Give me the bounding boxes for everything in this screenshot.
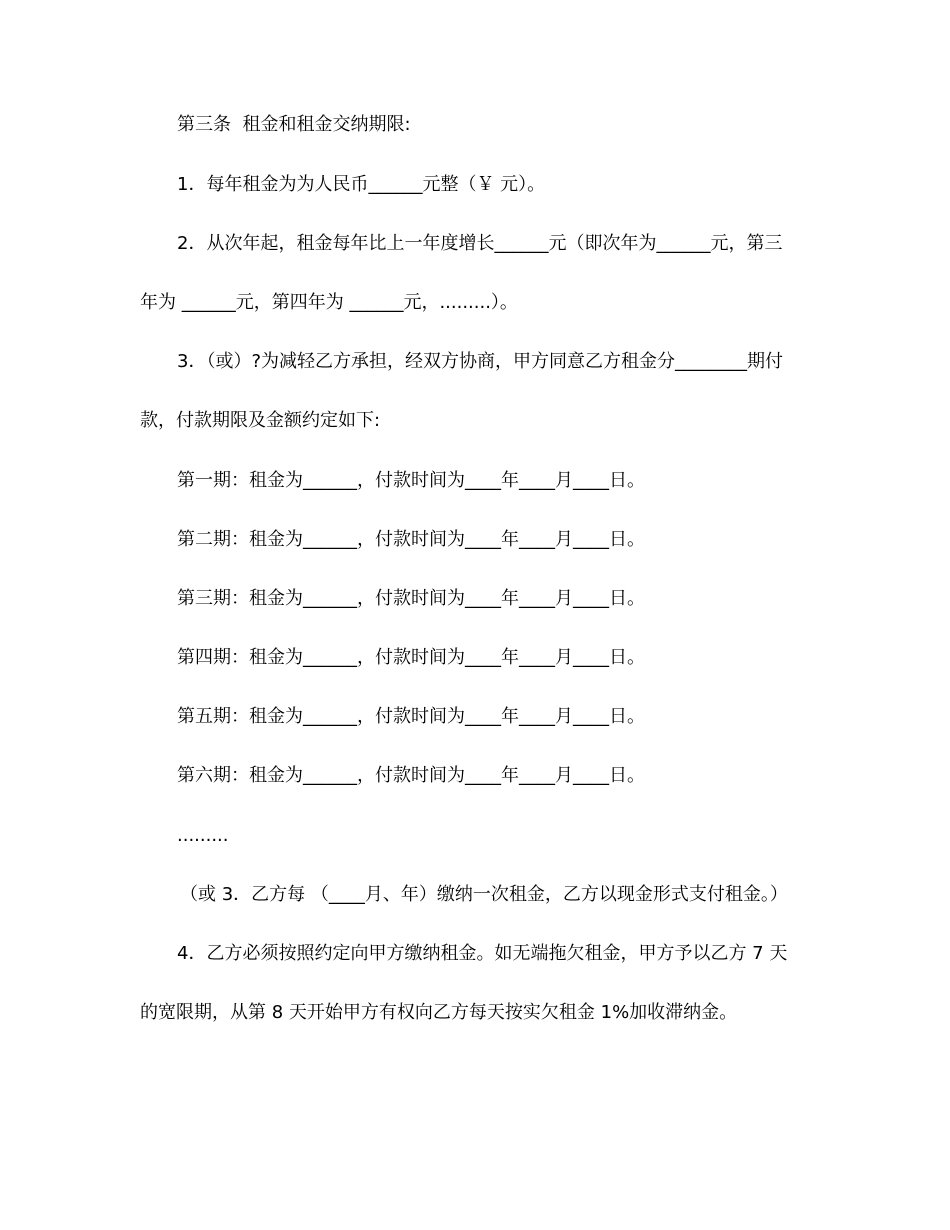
clause-4-line-1: 4．乙方必须按照约定向甲方缴纳租金。如无端拖欠租金，甲方予以乙方 7 天: [177, 943, 788, 964]
installment-2: 第二期：租金为______，付款时间为____年____月____日。: [177, 529, 645, 550]
alternative-clause-3: （或 3．乙方每 （____月、年）缴纳一次租金，乙方以现金形式支付租金。）: [180, 884, 788, 905]
clause-4-line-2: 的宽限期，从第 8 天开始甲方有权向乙方每天按实欠租金 1%加收滞纳金。: [140, 1002, 738, 1023]
article-heading: 第三条 租金和租金交纳期限:: [177, 114, 411, 135]
installment-4: 第四期：租金为______，付款时间为____年____月____日。: [177, 647, 645, 668]
ellipsis-line: .........: [177, 825, 229, 846]
clause-2-line-1: 2．从次年起，租金每年比上一年度增长______元（即次年为______元，第三: [177, 233, 783, 254]
clause-3-line-1: 3．（或）?为减轻乙方承担，经双方协商，甲方同意乙方租金分________期付: [177, 351, 784, 372]
installment-3: 第三期：租金为______，付款时间为____年____月____日。: [177, 588, 645, 609]
clause-1: 1．每年租金为为人民币______元整（￥ 元）。: [177, 174, 546, 195]
installment-6: 第六期：租金为______，付款时间为____年____月____日。: [177, 765, 645, 786]
clause-2-line-2: 年为 ______元，第四年为 ______元，.........）。: [140, 292, 518, 313]
installment-1: 第一期：租金为______，付款时间为____年____月____日。: [177, 470, 645, 491]
clause-3-line-2: 款，付款期限及金额约定如下:: [140, 410, 381, 431]
installment-5: 第五期：租金为______，付款时间为____年____月____日。: [177, 706, 645, 727]
